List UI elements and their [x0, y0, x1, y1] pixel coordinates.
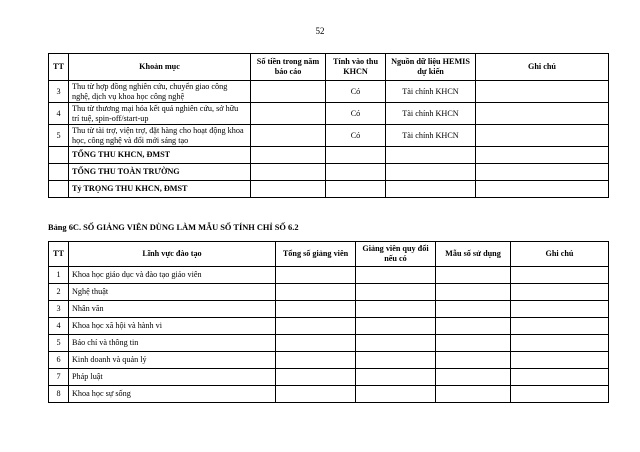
row-item: TỔNG THU KHCN, ĐMST [69, 147, 251, 164]
row-cell [511, 284, 609, 301]
table-header-row [49, 54, 609, 81]
row-counted: Có [326, 103, 386, 125]
row-field: Báo chí và thông tin [69, 335, 276, 352]
row-note [476, 81, 609, 103]
header-denominator: Mẫu số sử dụng [436, 242, 511, 267]
row-tt: 5 [49, 125, 69, 147]
row-cell [511, 335, 609, 352]
table-row [49, 164, 609, 181]
row-tt: 4 [49, 103, 69, 125]
row-amount [251, 125, 326, 147]
row-tt: 1 [49, 267, 69, 284]
header-field: Lĩnh vực đào tạo [69, 242, 276, 267]
row-amount [251, 164, 326, 181]
row-source [386, 147, 476, 164]
row-field: Kinh doanh và quản lý [69, 352, 276, 369]
header-tt: TT [49, 242, 69, 267]
table-row [49, 103, 609, 125]
table-caption: Bảng 6C. SỐ GIẢNG VIÊN DÙNG LÀM MẪU SỐ TÍNH CHỈ SỐ 6.2 [48, 223, 299, 232]
row-field: Nhân văn [69, 301, 276, 318]
header-counted: Tính vào thu KHCN [326, 54, 386, 81]
row-cell [356, 267, 436, 284]
row-cell [511, 301, 609, 318]
row-tt: 3 [49, 301, 69, 318]
row-cell [511, 267, 609, 284]
table-row [49, 267, 609, 284]
row-source: Tài chính KHCN [386, 125, 476, 147]
row-cell [436, 335, 511, 352]
row-counted: Có [326, 125, 386, 147]
row-cell [356, 284, 436, 301]
row-source: Tài chính KHCN [386, 81, 476, 103]
row-field: Khoa học giáo dục và đào tạo giáo viên [69, 267, 276, 284]
row-cell [356, 352, 436, 369]
row-cell [436, 369, 511, 386]
row-note [476, 164, 609, 181]
row-field: Nghệ thuật [69, 284, 276, 301]
row-amount [251, 81, 326, 103]
table-row [49, 318, 609, 335]
row-cell [511, 369, 609, 386]
table-header-row [49, 242, 609, 267]
table-row [49, 369, 609, 386]
row-cell [511, 386, 609, 403]
row-tt [49, 181, 69, 198]
row-field: Khoa học xã hội và hành vi [69, 318, 276, 335]
header-converted-lecturers: Giảng viên quy đổi nếu có [356, 242, 436, 267]
table-row [49, 181, 609, 198]
row-cell [356, 301, 436, 318]
row-field: Khoa học sự sống [69, 386, 276, 403]
row-tt: 8 [49, 386, 69, 403]
header-note: Ghi chú [511, 242, 609, 267]
row-tt: 4 [49, 318, 69, 335]
row-cell [436, 301, 511, 318]
table-row [49, 386, 609, 403]
row-cell [276, 318, 356, 335]
header-amount: Số tiền trong năm báo cáo [251, 54, 326, 81]
row-item: Tỷ TRỌNG THU KHCN, ĐMST [69, 181, 251, 198]
table-row [49, 147, 609, 164]
table-row [49, 352, 609, 369]
row-amount [251, 147, 326, 164]
table-row [49, 125, 609, 147]
revenue-table [48, 53, 609, 198]
row-cell [436, 318, 511, 335]
row-counted [326, 181, 386, 198]
header-total-lecturers: Tổng số giảng viên [276, 242, 356, 267]
row-tt [49, 164, 69, 181]
row-counted: Có [326, 81, 386, 103]
row-source [386, 181, 476, 198]
row-item: Thu từ hợp đồng nghiên cứu, chuyển giao công nghệ, dịch vụ khoa học công nghệ [69, 81, 251, 103]
row-tt [49, 147, 69, 164]
row-tt: 7 [49, 369, 69, 386]
row-item: Thu từ thương mại hóa kết quả nghiên cứu, sở hữu trí tuệ, spin-off/start-up [69, 103, 251, 125]
table-row [49, 81, 609, 103]
lecturer-table [48, 241, 609, 403]
row-cell [276, 369, 356, 386]
table-row [49, 335, 609, 352]
header-note: Ghi chú [476, 54, 609, 81]
row-amount [251, 103, 326, 125]
row-cell [276, 267, 356, 284]
table-row [49, 284, 609, 301]
row-amount [251, 181, 326, 198]
row-cell [276, 352, 356, 369]
row-source: Tài chính KHCN [386, 103, 476, 125]
row-counted [326, 164, 386, 181]
row-tt: 6 [49, 352, 69, 369]
header-tt: TT [49, 54, 69, 81]
row-cell [436, 284, 511, 301]
row-cell [511, 318, 609, 335]
row-note [476, 181, 609, 198]
row-source [386, 164, 476, 181]
row-field: Pháp luật [69, 369, 276, 386]
row-cell [356, 318, 436, 335]
header-source: Nguồn dữ liệu HEMIS dự kiến [386, 54, 476, 81]
row-cell [276, 284, 356, 301]
row-cell [356, 369, 436, 386]
page-number: 52 [315, 26, 325, 36]
row-tt: 5 [49, 335, 69, 352]
row-item: Thu từ tài trợ, viện trợ, đặt hàng cho hoạt động khoa học, công nghệ và đổi mới sáng tạo [69, 125, 251, 147]
row-cell [276, 301, 356, 318]
row-cell [511, 352, 609, 369]
row-cell [436, 386, 511, 403]
row-note [476, 103, 609, 125]
table-row [49, 301, 609, 318]
row-tt: 3 [49, 81, 69, 103]
row-note [476, 147, 609, 164]
row-cell [356, 386, 436, 403]
row-cell [276, 335, 356, 352]
row-cell [436, 352, 511, 369]
row-cell [436, 267, 511, 284]
row-cell [356, 335, 436, 352]
row-cell [276, 386, 356, 403]
row-note [476, 125, 609, 147]
header-item: Khoản mục [69, 54, 251, 81]
row-item: TỔNG THU TOÀN TRƯỜNG [69, 164, 251, 181]
row-counted [326, 147, 386, 164]
row-tt: 2 [49, 284, 69, 301]
